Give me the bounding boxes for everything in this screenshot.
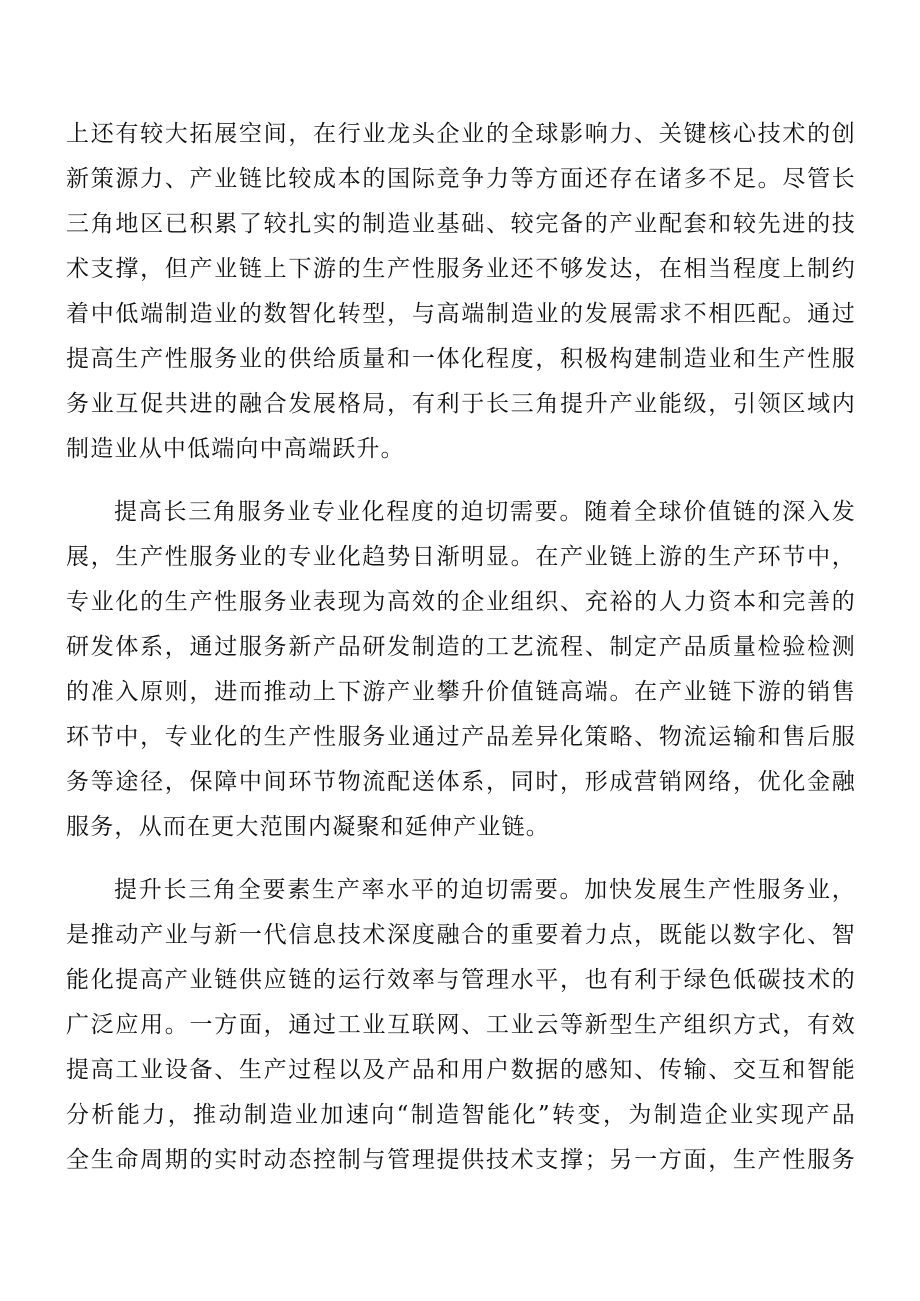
paragraph-1 [66,112,856,472]
text-line: 的准入原则，进而推动上下游产业攀升价值链高端。在产业链下游的销售 [66,679,856,705]
text-line: 广泛应用。一方面，通过工业互联网、工业云等新型生产组织方式，有效 [66,1012,856,1038]
text-line: 三角地区已积累了较扎实的制造业基础、较完备的产业配套和较先进的技 [66,211,856,237]
text-line: 着中低端制造业的数智化转型，与高端制造业的发展需求不相匹配。通过 [66,301,856,327]
text-line: 提升长三角全要素生产率水平的迫切需要。加快发展生产性服务业， [114,877,856,903]
text-line: 提高长三角服务业专业化程度的迫切需要。随着全球价值链的深入发 [114,499,856,525]
document-body [66,112,856,1183]
text-line: 新策源力、产业链比较成本的国际竞争力等方面还存在诸多不足。尽管长 [66,166,856,192]
text-line: 务等途径，保障中间环节物流配送体系，同时，形成营销网络，优化金融 [66,769,856,795]
text-line: 务业互促共进的融合发展格局，有利于长三角提升产业能级，引领区域内 [66,391,856,417]
text-line: 提高生产性服务业的供给质量和一体化程度，积极构建制造业和生产性服 [66,346,856,372]
paragraph-spacer [66,472,856,490]
text-line: 提高工业设备、生产过程以及产品和用户数据的感知、传输、交互和智能 [66,1057,856,1083]
text-line: 专业化的生产性服务业表现为高效的企业组织、充裕的人力资本和完善的 [66,589,856,615]
text-line: 分析能力，推动制造业加速向“制造智能化”转变，为制造企业实现产品 [66,1102,856,1128]
paragraph-3 [66,868,856,1183]
text-line: 能化提高产业链供应链的运行效率与管理水平，也有利于绿色低碳技术的 [66,967,856,993]
text-line: 环节中，专业化的生产性服务业通过产品差异化策略、物流运输和售后服 [66,724,856,750]
text-line: 制造业从中低端向中高端跃升。 [66,436,405,462]
text-line: 研发体系，通过服务新产品研发制造的工艺流程、制定产品质量检验检测 [66,634,856,660]
paragraph-spacer [66,850,856,868]
text-line: 服务，从而在更大范围内凝聚和延伸产业链。 [66,814,550,840]
text-line: 上还有较大拓展空间，在行业龙头企业的全球影响力、关键核心技术的创 [66,121,856,147]
text-line: 是推动产业与新一代信息技术深度融合的重要着力点，既能以数字化、智 [66,922,856,948]
text-line: 术支撑，但产业链上下游的生产性服务业还不够发达，在相当程度上制约 [66,256,856,282]
text-line: 全生命周期的实时动态控制与管理提供技术支撑；另一方面，生产性服务 [66,1147,856,1173]
paragraph-2 [66,490,856,850]
text-line: 展，生产性服务业的专业化趋势日渐明显。在产业链上游的生产环节中， [66,544,856,570]
